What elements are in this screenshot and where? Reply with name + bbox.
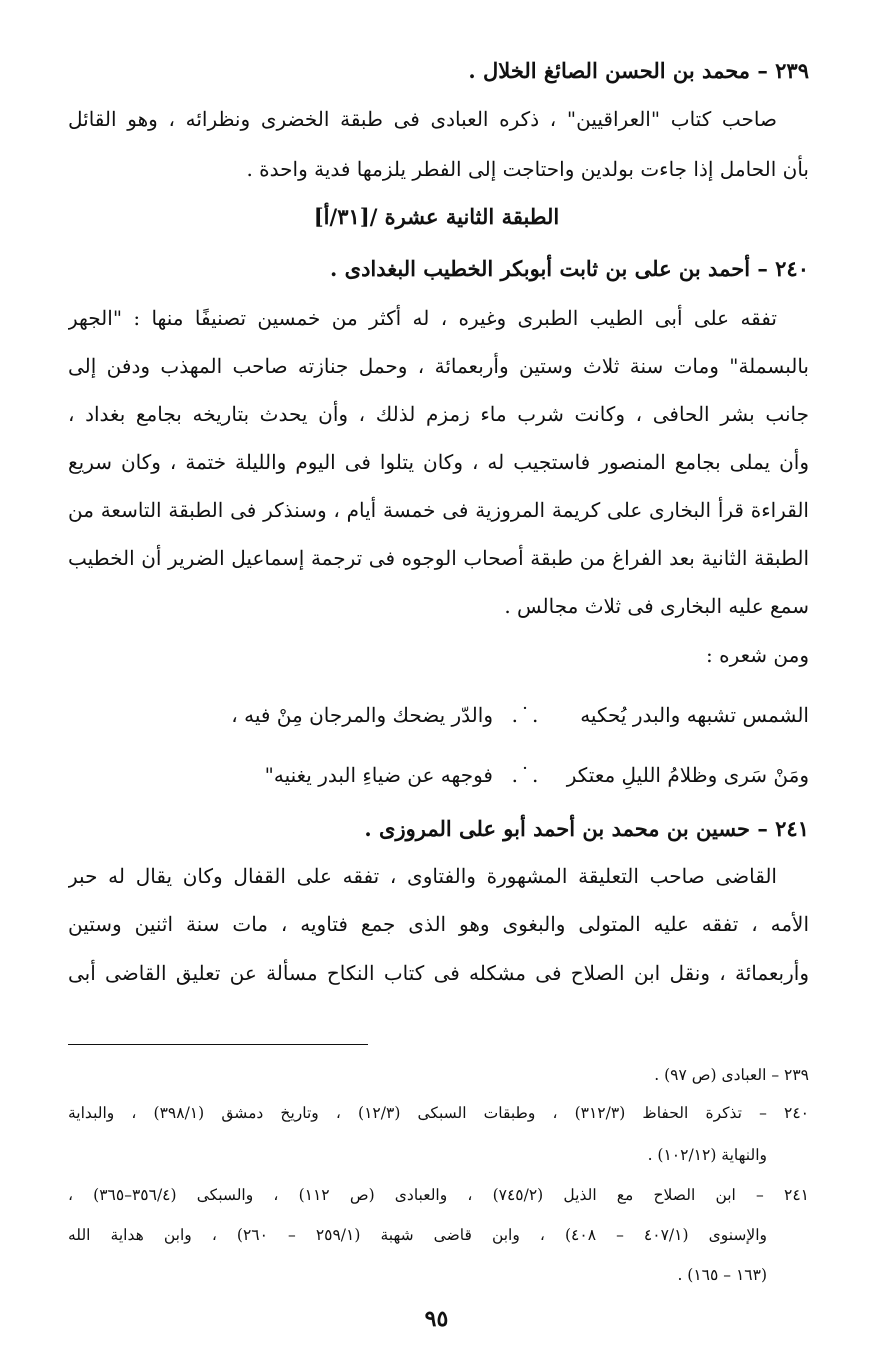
verse-1-second-hemistich: والدّر يضحك والمرجان مِنْ فيه ، (231, 703, 493, 727)
verse-2-separator: .˙. (511, 763, 541, 787)
verse-1-first-hemistich: الشمس تشبهه والبدر يُحكيه (580, 703, 809, 727)
entry-241-line-1: القاضى صاحب التعليقة المشهورة والفتاوى ، تفقه على القفال وكان يقال له حبر (68, 864, 777, 888)
entry-240-line-7: سمع عليه البخارى فى ثلاث مجالس . (504, 594, 809, 618)
entry-240-line-3: جانب بشر الحافى ، وكانت شرب ماء زمزم لذلك ، وأن يحدث بتاريخه بجامع بغداد ، (68, 402, 809, 426)
page-number: ٩٥ (424, 1306, 449, 1332)
footnote-240-line-2: والنهاية (١٠٢/١٢) . (647, 1146, 767, 1164)
entry-239-heading: ٢٣٩ – محمد بن الحسن الصائغ الخلال . (468, 58, 809, 83)
entry-240-poetry-intro: ومن شعره : (706, 643, 809, 667)
footnote-241-line-1: ٢٤١ – ابن الصلاح مع الذيل (٧٤٥/٢) ، والعبادى (ص ١١٢) ، والسبكى (٣٥٦/٤–٣٦٥) ، (68, 1186, 809, 1204)
entry-241-line-3: وأربعمائة ، ونقل ابن الصلاح فى مشكله فى كتاب النكاح مسألة عن تعليق القاضى أبى (68, 961, 809, 985)
footnote-241-line-2: والإسنوى (٤٠٧/١ – ٤٠٨) ، وابن قاضى شهبة (٢٥٩/١ – ٢٦٠) ، وابن هداية الله (68, 1226, 767, 1244)
footnote-240-line-1: ٢٤٠ – تذكرة الحفاظ (٣١٢/٣) ، وطبقات السبكى (١٢/٣) ، وتاريخ دمشق (٣٩٨/١) ، والبداية (68, 1104, 809, 1122)
entry-240-line-6: الطبقة الثانية بعد الفراغ من طبقة أصحاب الوجوه فى ترجمة إسماعيل الضرير أن الخطيب (68, 546, 809, 570)
entry-241-line-2: الأمه ، تفقه عليه المتولى والبغوى وهو الذى جمع فتاويه ، مات سنة اثنين وستين (68, 912, 809, 936)
entry-240-line-1: تفقه على أبى الطيب الطبرى وغيره ، له أكثر من خمسين تصنيفًا منها : "الجهر (68, 306, 777, 330)
footnote-239: ٢٣٩ – العبادى (ص ٩٧) . (654, 1066, 809, 1084)
entry-239-line-2: بأن الحامل إذا جاءت بولدين واحتاجت إلى الفطر يلزمها فدية واحدة . (246, 157, 809, 181)
entry-240-line-4: وأن يملى بجامع المنصور فاستجيب له ، وكان يتلوا فى اليوم والليلة ختمة ، وكان سريع (68, 450, 809, 474)
entry-240-line-2: بالبسملة" ومات سنة ثلاث وستين وأربعمائة ، وحمل جنازته صاحب المهذب ودفن إلى (68, 354, 809, 378)
entry-240-heading: ٢٤٠ – أحمد بن على بن ثابت أبوبكر الخطيب البغدادى . (330, 256, 809, 281)
entry-241-heading: ٢٤١ – حسين بن محمد بن أحمد أبو على المروزى . (364, 816, 809, 841)
footnote-241-line-3: (١٦٣ – ١٦٥) . (677, 1266, 767, 1284)
verse-2-second-hemistich: فوجهه عن ضياءِ البدر يغنيه" (264, 763, 493, 787)
entry-239-line-1: صاحب كتاب "العراقيين" ، ذكره العبادى فى طبقة الخضرى ونظرائه ، وهو القائل (68, 107, 777, 131)
verse-1-separator: .˙. (511, 703, 541, 727)
footnote-rule (68, 1044, 368, 1045)
entry-240-line-5: القراءة قرأ البخارى على كريمة المروزية فى خمسة أيام ، وسنذكر فى الطبقة التاسعة من (68, 498, 809, 522)
verse-2-first-hemistich: ومَنْ سَرى وظلامُ الليلِ معتكر (566, 763, 809, 787)
section-title: الطبقة الثانية عشرة /[٣١/أ] (313, 204, 560, 229)
